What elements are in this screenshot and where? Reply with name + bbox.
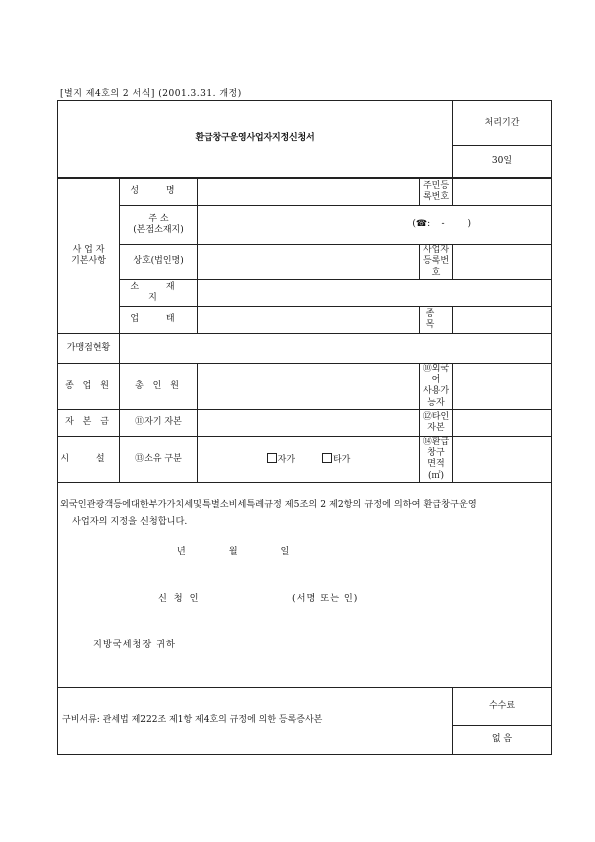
year-label: 년 — [176, 546, 186, 557]
area-label: ⑭환급창구 면적(㎡) — [420, 436, 453, 482]
row-business — [58, 306, 552, 333]
row-trade-name — [58, 245, 552, 280]
address-label: 주 소 (본점소재지) — [120, 206, 198, 245]
month-label: 월 — [228, 546, 238, 557]
day-label: 일 — [280, 546, 290, 557]
location-label: 소 재 지 — [120, 279, 198, 306]
row-affiliates — [58, 333, 552, 363]
business-type-field[interactable] — [198, 306, 420, 333]
address-field[interactable] — [198, 206, 552, 245]
signature-label: (서명 또는 인) — [292, 593, 359, 604]
trade-name-label: 상호(법인명) — [120, 245, 198, 280]
total-employees-field[interactable] — [198, 363, 420, 409]
item-field[interactable] — [453, 306, 552, 333]
row-employees — [58, 363, 552, 409]
date-line — [174, 543, 289, 557]
item-label: 종 목 — [420, 306, 453, 333]
applicant-group-label: 사 업 자 기본사항 — [58, 179, 120, 334]
statement-text — [60, 496, 530, 530]
form-title: 환급창구운영사업자지정신청서 — [58, 101, 453, 178]
phone-field[interactable]: (☎: - ) — [412, 219, 471, 230]
foreign-lang-field[interactable] — [453, 363, 552, 409]
business-type-label: 업 태 — [120, 306, 198, 333]
rrn-field[interactable] — [453, 179, 552, 206]
rrn-label: 주민등록번호 — [420, 179, 453, 206]
foreign-lang-label: ⑩외국어 사용가능자 — [420, 363, 453, 409]
own-capital-field[interactable] — [198, 409, 420, 436]
capital-label: 자 본 금 — [58, 409, 120, 436]
name-field[interactable] — [198, 179, 420, 206]
form-caption: [별지 제4호의 2 서식] (2001.3.31. 개정) — [60, 89, 242, 99]
location-field[interactable] — [198, 279, 552, 306]
biz-reg-no-label: 사업자등록번호 — [420, 245, 453, 280]
self-owned-label: 자가 — [277, 454, 296, 465]
footer-table — [57, 687, 552, 755]
fee-label: 수수료 — [453, 688, 552, 726]
other-owned-checkbox[interactable] — [322, 455, 350, 465]
borrowed-capital-label: ⑫타인자본 — [420, 409, 453, 436]
biz-reg-no-field[interactable] — [453, 245, 552, 280]
row-capital — [58, 409, 552, 436]
facility-label: 시 설 — [58, 436, 120, 482]
title-block — [57, 100, 552, 178]
trade-name-field[interactable] — [198, 245, 420, 280]
borrowed-capital-field[interactable] — [453, 409, 552, 436]
processing-period-value: 30일 — [453, 146, 552, 178]
affiliates-field[interactable] — [120, 333, 552, 363]
application-table — [57, 178, 552, 483]
fee-value: 없 음 — [453, 725, 552, 754]
applicant-line — [158, 590, 200, 604]
signature-field[interactable] — [292, 590, 358, 604]
checkbox-icon — [267, 453, 277, 463]
applicant-label: 신 청 인 — [158, 593, 201, 604]
name-label: 성 명 — [120, 179, 198, 206]
row-address — [58, 206, 552, 245]
addressee: 지방국세청장 귀하 — [93, 639, 176, 650]
statement-line-1: 외국인관광객등에대한부가가치세및특별소비세특례규정 제5조의 2 제2항의 규정에 의하여 환급창구운영 — [60, 499, 477, 510]
other-owned-label: 타가 — [332, 454, 351, 465]
row-location — [58, 279, 552, 306]
ownership-label: ⑬소유 구분 — [120, 436, 198, 482]
total-employees-label: 총 인 원 — [120, 363, 198, 409]
own-capital-label: ⑪자기 자본 — [120, 409, 198, 436]
self-owned-checkbox[interactable] — [267, 455, 295, 465]
row-name — [58, 179, 552, 206]
employees-label: 종 업 원 — [58, 363, 120, 409]
checkbox-icon — [322, 453, 332, 463]
required-documents: 구비서류: 관세법 제222조 제1항 제4호의 규정에 의한 등록증사본 — [58, 688, 453, 755]
statement-line-2: 사업자의 지정을 신청합니다. — [72, 516, 188, 527]
affiliates-label: 가맹점현황 — [58, 333, 120, 363]
processing-period-label: 처리기간 — [453, 101, 552, 146]
